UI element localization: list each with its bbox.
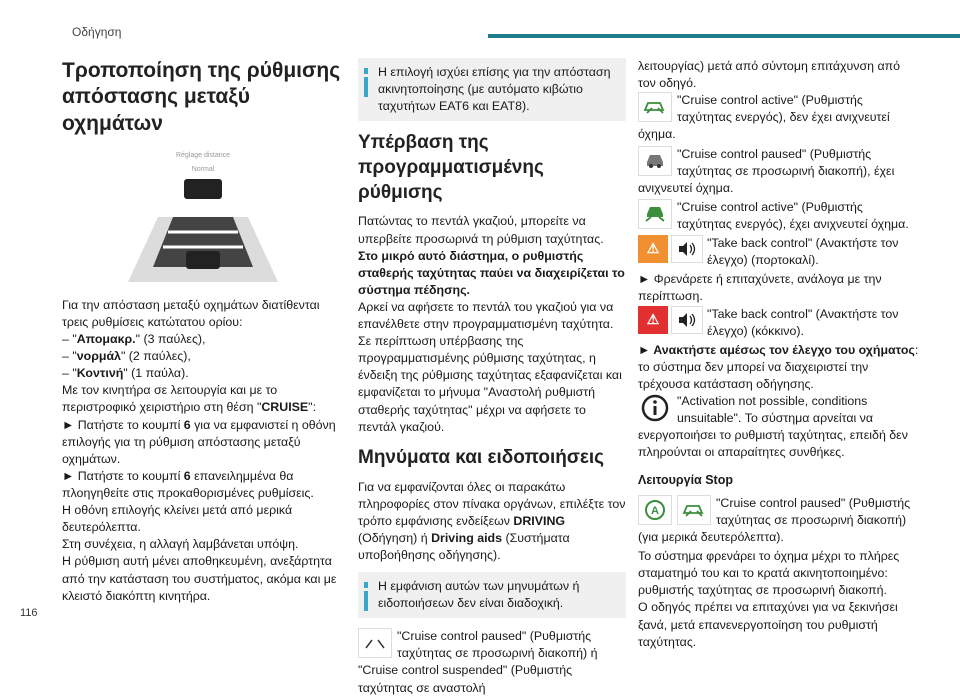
step-brake: ► Φρενάρετε ή επιταχύνετε, ανάλογα με την περίπτωση. — [638, 272, 882, 304]
step-press-button: ► Πατήστε το κουμπί 6 για να εμφανιστεί η οθόνη επιλογής για τη ρύθμιση απόστασης μεταξύ οχημάτων. — [62, 417, 336, 466]
note-info-marker — [358, 64, 378, 115]
car-active-icon — [677, 495, 711, 525]
diagram-label-top: Réglage distance — [175, 151, 231, 159]
note-box-sequence — [358, 572, 626, 618]
option-normal: – "νορμάλ" (2 παύλες), — [62, 349, 191, 364]
intro-text: Για την απόσταση μεταξύ οχημάτων διατίθενται τρεις ρυθμίσεις κατώτατου ορίου: — [62, 297, 320, 329]
speaker-icon — [671, 306, 703, 334]
column-1 — [62, 58, 344, 605]
release-text: Αρκεί να αφήσετε το πεντάλ του γκαζιού για να επανέλθετε στην προγραμματισμένη ταχύτητα. — [358, 299, 614, 332]
message-suspended: "Cruise control paused" (Ρυθμιστής ταχύτητας σε προσωρινή διακοπή) ή "Cruise control suspended" (Ρυθμιστής ταχύτητας σε αναστολή — [358, 629, 598, 695]
step-press-repeatedly: ► Πατήστε το κουμπί 6 επανειλημμένα θα πλοηγηθείτε στις προκαθορισμένες ρυθμίσεις. — [62, 468, 314, 500]
car-active-vehicle-icon — [638, 199, 672, 229]
column-2 — [358, 58, 626, 699]
override-bold-text: Στο μικρό αυτό διάστημα, ο ρυθμιστής σταθερής ταχύτητας παύει να διαχειρίζεται το σύστημα πέδησης. — [358, 248, 625, 297]
speaker-icon — [671, 235, 703, 263]
auto-hold-icon — [638, 495, 672, 525]
page-number: 116 — [20, 607, 38, 619]
stop-text-2: Ο οδηγός πρέπει να επιταχύνει για να ξεκινήσει ξανά, μετά επανενεργοποίηση του ρυθμιστή ταχύτητας. — [638, 600, 898, 649]
taken-text: Στη συνέχεια, η αλλαγή λαμβάνεται υπόψη. — [62, 537, 299, 552]
continuation-text: λειτουργίας) μετά από σύντομη επιτάχυνση από τον οδηγό. — [638, 59, 901, 91]
option-close: – "Κοντινή" (1 παύλα). — [62, 366, 189, 381]
heading-stop-mode: Λειτουργία Stop — [638, 472, 733, 487]
column-3 — [638, 58, 920, 651]
exceed-text: Σε περίπτωση υπέρβασης της προγραμματισμένης ρύθμισης ταχύτητας, η ένδειξη της ρύθμισης ταχύτητας εξαφανίζεται και εμφανίζεται το μήνυμα "Αναστολή ρυθμιστή σταθερής ταχύτητας" μέχρι να αφήσετε το πεντάλ γκαζιού. — [358, 334, 622, 434]
note-box-eat — [358, 58, 626, 121]
note-info-marker — [358, 578, 378, 612]
message-active-no-vehicle: "Cruise control active" (Ρυθμιστής ταχύτητας ενεργός), δεν έχει ανιχνευτεί όχημα. — [638, 93, 890, 142]
option-far: – "Απομακρ." (3 παύλες), — [62, 331, 206, 346]
message-take-back-red: ⚠ "Take back control" (Ανακτήστε τον έλεγχο) (κόκκινο). — [638, 306, 920, 340]
warning-triangle-icon: ⚠ — [638, 235, 668, 263]
message-activation-not-possible: "Activation not possible, conditions unsuitable". Το σύστημα αρνείται να ενεργοποιήσει το ρυθμιστή ταχύτητας, επειδή δεν πληρούνται οι απαραίτητες συνθήκες. — [638, 394, 908, 460]
section-title-distance: Τροποποίηση της ρύθμισης απόστασης μεταξύ οχημάτων — [62, 59, 341, 135]
message-stop-paused: A "Cruise control paused" (Ρυθμιστής ταχύτητας σε προσωρινή διακοπή) (για μερικά δευτερόλεπτα). — [638, 495, 911, 544]
messages-text: Για να εμφανίζονται όλες οι παρακάτω πληροφορίες στον πίνακα οργάνων, επιλέξτε τον τρόπο εμφάνισης ενδείξεων DRIVING (Οδήγηση) ή Driving aids (Συστήματα υποβοήθησης οδήγησης). — [358, 479, 626, 562]
diagram-label-mid: Normal — [191, 165, 215, 173]
close-text: Η οθόνη επιλογής κλείνει μετά από μερικά δευτερόλεπτα. — [62, 503, 293, 535]
heading-override: Υπέρβαση της προγραμματισμένης ρύθμισης — [358, 132, 544, 203]
message-take-back-orange: ⚠ "Take back control" (Ανακτήστε τον έλεγχο) (πορτοκαλί). — [638, 235, 920, 269]
message-active-vehicle: "Cruise control active" (Ρυθμιστής ταχύτητας ενεργός), έχει ανιχνευτεί όχημα. — [638, 199, 920, 233]
engine-text: Με τον κινητήρα σε λειτουργία και με το περιστροφικό χειριστήριο στη θέση "CRUISE": — [62, 383, 317, 415]
step-take-control: ► Ανακτήστε αμέσως τον έλεγχο του οχήματος: το σύστημα δεν μπορεί να διαχειριστεί την τρέχουσα κατάσταση οδήγησης. — [638, 342, 919, 391]
note-text: Η επιλογή ισχύει επίσης για την απόσταση ακινητοποίησης (με αυτόματο κιβώτιο ταχυτήτων EAT6 και EAT8). — [378, 65, 611, 114]
message-paused-vehicle: "Cruise control paused" (Ρυθμιστής ταχύτητας σε προσωρινή διακοπή), έχει ανιχνευτεί όχημα. — [638, 146, 895, 195]
note-text: Η εμφάνιση αυτών των μηνυμάτων ή ειδοποιήσεων δεν είναι διαδοχική. — [378, 579, 580, 611]
warning-triangle-icon: ⚠ — [638, 306, 668, 334]
running-header: Οδήγηση — [72, 25, 122, 39]
car-paused-icon — [638, 146, 672, 176]
header-accent-bar — [488, 34, 960, 38]
heading-messages: Μηνύματα και ειδοποιήσεις — [358, 446, 605, 468]
stop-text-1: Το σύστημα φρενάρει το όχημα μέχρι το πλήρες σταματημό του και το κρατά ακινητοποιημένο: ρυθμιστής ταχύτητας σε προσωρινή διακοπή. — [638, 549, 900, 598]
cruise-suspended-icon — [358, 628, 392, 658]
svg-text:A: A — [651, 504, 659, 517]
info-icon — [638, 393, 672, 423]
car-active-icon — [638, 92, 672, 122]
distance-setting-diagram — [128, 147, 278, 287]
stored-text: Η ρύθμιση αυτή μένει αποθηκευμένη, ανεξάρτητα από την κατάσταση του συστήματος, ακόμα και με κλειστό διακόπτη κινητήρα. — [62, 554, 337, 603]
override-text: Πατώντας το πεντάλ γκαζιού, μπορείτε να υπερβείτε προσωρινά τη ρύθμιση ταχύτητας. — [358, 214, 604, 246]
